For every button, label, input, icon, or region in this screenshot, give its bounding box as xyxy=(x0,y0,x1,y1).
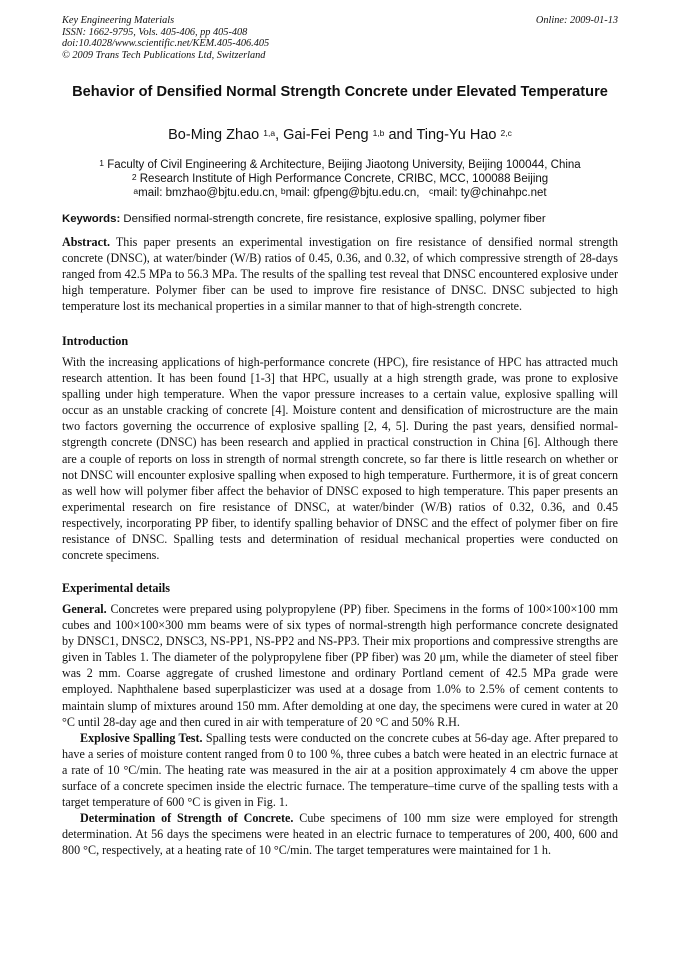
introduction-heading: Introduction xyxy=(62,334,129,348)
affiliation-text: Research Institute of High Performance Concrete, CRIBC, MCC, 100088 Beijing xyxy=(139,173,549,185)
spalling-text: Spalling tests were conducted on the concrete cubes at 56-day age. After prepared to have a series of moisture content ranged from 0 to 100 %, three cubes a batch were heated in an electric furnace at a rate of 10 °C/min. The heating rate was measured in the air at a position approximately 4 cm above the upper surface of a concrete specimen inside the electric furnace. The temperature–time curve of the spalling tests with a target temperature of 600 °C is given in Fig. 1. xyxy=(62,730,618,810)
affiliation-2 xyxy=(62,172,618,186)
author-affiliation-mark: 2,c xyxy=(500,128,512,138)
general-label: General. xyxy=(62,602,107,616)
affiliations xyxy=(62,158,618,200)
spalling-label: Explosive Spalling Test. xyxy=(80,730,203,745)
abstract-label: Abstract. xyxy=(62,235,111,249)
keywords-text: Densified normal-strength concrete, fire resistance, explosive spalling, polymer fiber xyxy=(123,213,546,225)
journal-name: Key Engineering Materials xyxy=(62,15,175,26)
author-affiliation-mark: 1,a xyxy=(263,128,276,138)
affiliation-mark: 2 xyxy=(131,172,137,182)
author-list: Bo-Ming Zhao $^{1,a}$, Gai-Fei Peng $^{1,b}$ and Ting-Yu Hao $^{2,c}$ xyxy=(168,127,512,143)
issn-line: ISSN: 1662-9795, Vols. 405-406, pp 405-408 xyxy=(62,26,248,38)
author-name: Bo-Ming Zhao xyxy=(168,127,260,143)
doi-line: doi:10.4028/www.scientific.net/KEM.405-406.405 xyxy=(62,38,270,50)
author-name: Ting-Yu Hao xyxy=(416,127,497,143)
keywords-label: Keywords: xyxy=(62,213,121,225)
email-line xyxy=(62,186,618,200)
email-mark: b xyxy=(280,186,286,196)
affiliation-1 xyxy=(62,158,618,172)
author-conjunction: and xyxy=(388,127,413,143)
affiliation-text: Faculty of Civil Engineering & Architecture, Beijing Jiaotong University, Beijing 100044, China xyxy=(107,159,581,171)
spalling-paragraph xyxy=(62,730,618,810)
general-paragraph xyxy=(62,601,618,730)
email-address: mail: gfpeng@bjtu.edu.cn, xyxy=(285,187,420,199)
email-mark: a xyxy=(133,186,139,196)
email-address: mail: bmzhao@bjtu.edu.cn, xyxy=(138,187,278,199)
abstract-text: This paper presents an experimental investigation on fire resistance of densified normal strength concrete (DNSC), at water/binder (W/B) ratios of 0.45, 0.36, and 0.32, of which compressive strength of 28-days ranged from 42.5 MPa to 56.3 MPa. The results of the spalling test reveal that DNSC encountered explosive under high temperature. Polymer fiber can be used to improve fire resistance of DNSC. DNSC subjected to high temperature lost its mechanical properties in a similar manner to that of high-strength concrete. xyxy=(62,235,618,314)
email-address: mail: ty@chinahpc.net xyxy=(433,187,547,199)
online-date: Online: 2009-01-13 xyxy=(535,15,618,26)
experimental-section xyxy=(62,601,618,859)
journal-header xyxy=(62,15,618,61)
paper-title: Behavior of Densified Normal Strength Concrete under Elevated Temperature xyxy=(72,84,608,100)
keywords xyxy=(62,212,618,226)
introduction-text: With the increasing applications of high-performance concrete (HPC), fire resistance of HPC has attracted much research attention. It has been found [1-3] that HPC, usually at a high strength grade, was prone to explosive spalling under high temperature. When the vapor pressure increases to a certain value, explosive spalling will occur as an unstable cracking of concrete [4]. Moisture content and densification of microstructure are the main two factors governing the occurrence of explosive spalling [2, 4, 5]. During the past years, densified normal-stgrength concrete (DNSC) has been research and applied in practical construction in China [6]. Although there are a couple of reports on loss in strength of normal strength concrete, so far there is little research on whether or not DNSC will encounter explosive spalling when exposed to high temperature. Furthermore, it is of great concern as well how will polymer fiber affect the behavior of DNSC exposed to high temperature. This paper presents an experimental research on fire resistance of DNSC, at water/binder (W/B) ratios of 0.32, 0.36, and 0.45 respectively, incorporating PP fiber, to identify spalling behavior of DNSC and the effect of polymer fiber on fire resistance of DNSC. Spalling tests and determination of residual mechanical properties were conducted on concrete specimens. xyxy=(62,355,618,563)
experimental-heading: Experimental details xyxy=(62,581,170,595)
strength-label: Determination of Strength of Concrete. xyxy=(80,811,294,826)
general-text: Concretes were prepared using polypropylene (PP) fiber. Specimens in the forms of 100×100×100 mm cubes and 100×100×300 mm beams were of six types of normal-strength high performance concrete designated by DNSC1, DNSC2, DNSC3, NS-PP1, NS-PP2 and NS-PP3. Their mix proportions and compressive strengths are given in Tables 1. The diameter of the polypropylene fiber (PP fiber) was 20 μm, while the diameter of steel fiber was 2 mm. Coarse aggregate of crushed limestone and ordinary Portland cement of 42.5 MPa grade were employed. Naphthalene based superplasticizer was used at a dosage from 1.0% to 2.5% of cement contents to maintain slump of mixtures around 150 mm. After demolding at one day, the specimens were cured in water at 20 °C until 28-day age and then cured in air with temperature of 20 °C and 50% R.H. xyxy=(62,602,618,729)
affiliation-mark: 1 xyxy=(99,158,105,168)
copyright-line: © 2009 Trans Tech Publications Ltd, Switzerland xyxy=(62,49,266,61)
author-affiliation-mark: 1,b xyxy=(372,128,385,138)
author-name: Gai-Fei Peng xyxy=(283,127,369,143)
strength-text: Cube specimens of 100 mm size were employed for strength determination. At 56 days the specimens were heated in an electric furnace to temperatures of 200, 400, 600 and 800 °C, respectively, at a heating rate of 10 °C/min. The target temperatures were maintained for 1 h. xyxy=(62,811,618,858)
strength-paragraph xyxy=(62,810,618,858)
email-mark: c xyxy=(429,186,434,196)
abstract xyxy=(62,234,618,314)
